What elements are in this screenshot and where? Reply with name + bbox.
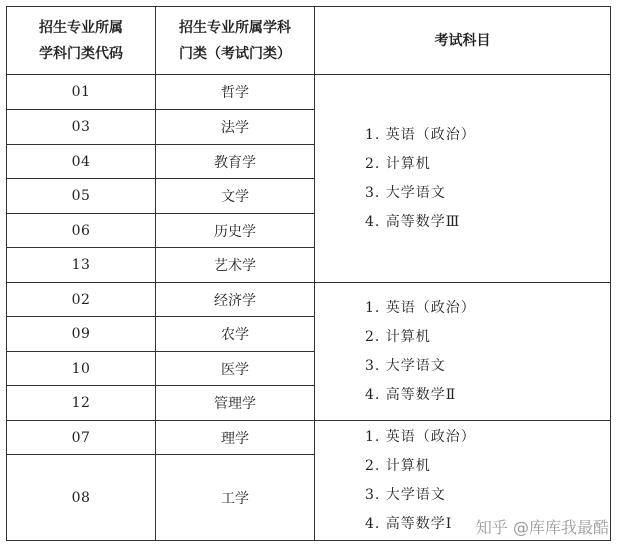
header-category-name-line2: 门类（考试门类） [179,45,291,62]
subject-item: 3. 大学语文 [365,184,446,201]
exam-subjects-table [6,6,611,541]
category-code: 07 [7,421,156,455]
category-name: 农学 [156,317,315,352]
header-category-code-line2: 学科门类代码 [39,45,123,62]
exam-subjects-cell [315,283,611,421]
subject-item: 2. 计算机 [365,328,431,345]
header-category-code [7,7,156,75]
subject-item: 4. 高等数学Ⅰ [365,515,453,532]
category-code: 05 [7,179,156,214]
header-category-name [156,7,315,75]
table-row [7,421,611,455]
category-code: 02 [7,283,156,317]
subject-item: 2. 计算机 [365,155,431,172]
subject-item: 3. 大学语文 [365,357,446,374]
category-code: 13 [7,248,156,283]
category-name: 历史学 [156,214,315,248]
category-name: 哲学 [156,75,315,110]
subject-item: 1. 英语（政治） [365,299,476,316]
header-category-code-line1: 招生专业所属 [39,19,123,36]
category-name: 教育学 [156,145,315,179]
subject-item: 4. 高等数学Ⅱ [365,386,457,403]
table-row [7,75,611,110]
table-row [7,283,611,317]
category-name: 文学 [156,179,315,214]
subject-item: 3. 大学语文 [365,486,446,503]
category-code: 09 [7,317,156,352]
category-code: 10 [7,352,156,386]
exam-subjects-cell [315,75,611,283]
category-name: 艺术学 [156,248,315,283]
category-name: 工学 [156,455,315,541]
header-row [7,7,611,75]
header-category-name-line1: 招生专业所属学科 [179,19,291,36]
category-name: 管理学 [156,386,315,421]
category-code: 04 [7,145,156,179]
watermark: 知乎 @库库我最酷 [475,518,609,537]
subject-item: 1. 英语（政治） [365,126,476,143]
category-name: 经济学 [156,283,315,317]
category-code: 01 [7,75,156,110]
subject-item: 4. 高等数学Ⅲ [365,213,461,230]
category-code: 06 [7,214,156,248]
category-code: 12 [7,386,156,421]
subject-item: 1. 英语（政治） [365,428,476,445]
category-name: 法学 [156,110,315,145]
category-code: 03 [7,110,156,145]
category-name: 医学 [156,352,315,386]
header-exam-subjects: 考试科目 [315,7,611,75]
category-code: 08 [7,455,156,541]
category-name: 理学 [156,421,315,455]
subject-item: 2. 计算机 [365,457,431,474]
